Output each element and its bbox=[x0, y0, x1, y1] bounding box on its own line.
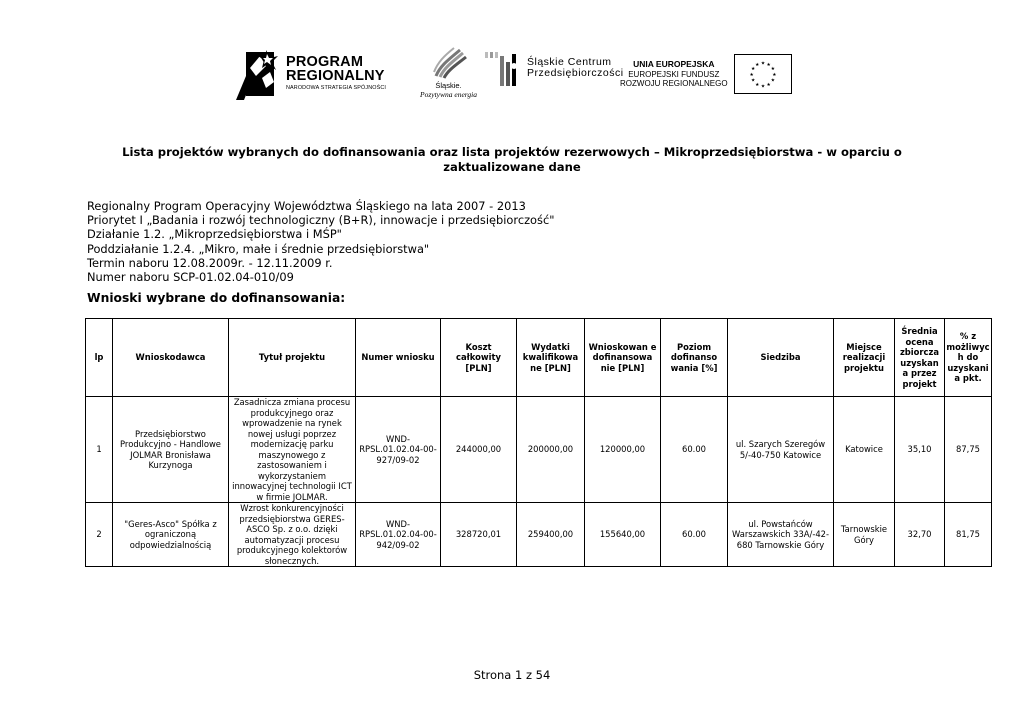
program-info bbox=[87, 199, 554, 284]
unia-europejska-line3: ROZWOJU REGIONALNEGO bbox=[620, 78, 728, 88]
cell-number: WND-RPSL.01.02.04-00-942/09-02 bbox=[356, 503, 441, 567]
cell-seat: ul. Powstańców Warszawskich 33A/-42-680 Tarnowskie Góry bbox=[728, 503, 834, 567]
eu-star-icon: ★ bbox=[760, 84, 765, 90]
cell-applicant: Przedsiębiorstwo Produkcyjno - Handlowe JOLMAR Bronisława Kurzynoga bbox=[113, 397, 229, 503]
cell-title: Wzrost konkurencyjności przedsiębiorstwa GERES-ASCO Sp. z o.o. dzięki automatyzacji procesu produkcyjnego kolektorów słonecznych. bbox=[229, 503, 356, 567]
cell-applicant: "Geres-Asco" Spółka z ograniczoną odpowiedzialnością bbox=[113, 503, 229, 567]
eu-star-icon: ★ bbox=[754, 63, 759, 69]
program-regionalny-line2: REGIONALNY bbox=[286, 68, 385, 85]
cell-level: 60.00 bbox=[661, 503, 728, 567]
table-row bbox=[86, 397, 992, 503]
cell-percent: 81,75 bbox=[945, 503, 992, 567]
col-requested: Wnioskowan e dofinansowa nie [PLN] bbox=[585, 319, 661, 397]
col-number: Numer wniosku bbox=[356, 319, 441, 397]
info-line-action: Działanie 1.2. „Mikroprzedsiębiorstwa i MŚP" bbox=[87, 227, 342, 242]
info-line-priority: Priorytet I „Badania i rozwój technologiczny (B+R), innowacje i przedsiębiorczość" bbox=[87, 213, 555, 228]
cell-title: Zasadnicza zmiana procesu produkcyjnego oraz wprowadzenie na rynek nowej usługi poprzez modernizację parku maszynowego z zastosowaniem i wykorzystaniem innowacyjnej technologii ICT w firmie JOLMAR. bbox=[229, 397, 356, 503]
slaskie-logo bbox=[420, 46, 477, 99]
col-percent: % z możliwych do uzyskania pkt. bbox=[945, 319, 992, 397]
col-seat: Siedziba bbox=[728, 319, 834, 397]
program-regionalny-emblem-icon bbox=[236, 46, 282, 100]
slaskie-centrum-line2: Przedsiębiorczości bbox=[527, 67, 624, 79]
cell-lp: 2 bbox=[86, 503, 113, 567]
info-line-call-dates: Termin naboru 12.08.2009r. - 12.11.2009 r. bbox=[87, 255, 333, 270]
info-line-program: Regionalny Program Operacyjny Województwa Śląskiego na lata 2007 - 2013 bbox=[87, 199, 526, 213]
unia-europejska-line1: UNIA EUROPEJSKA bbox=[633, 58, 715, 69]
eu-star-icon: ★ bbox=[749, 72, 754, 78]
col-eligible: Wydatki kwalifikowa ne [PLN] bbox=[517, 319, 585, 397]
page-number: Strona 1 z 54 bbox=[473, 668, 551, 682]
col-score: Średnia ocena zbiorcza uzyskan a przez projekt bbox=[895, 319, 945, 397]
cell-score: 35,10 bbox=[895, 397, 945, 503]
program-regionalny-line1: PROGRAM bbox=[286, 53, 364, 70]
col-place: Miejsce realizacji projektu bbox=[834, 319, 895, 397]
table-header-row bbox=[86, 319, 992, 397]
projects-table bbox=[85, 318, 992, 567]
logo-bar bbox=[0, 44, 1024, 104]
cell-level: 60.00 bbox=[661, 397, 728, 503]
scp-bars-icon bbox=[484, 50, 524, 86]
cell-requested: 120000,00 bbox=[585, 397, 661, 503]
cell-total-cost: 244000,00 bbox=[441, 397, 517, 503]
cell-requested: 155640,00 bbox=[585, 503, 661, 567]
table-row bbox=[86, 503, 992, 567]
eu-flag-icon bbox=[734, 54, 792, 94]
eu-star-icon: ★ bbox=[754, 82, 759, 88]
cell-lp: 1 bbox=[86, 397, 113, 503]
col-level: Poziom dofinanso wania [%] bbox=[661, 319, 728, 397]
slaskie-centrum-line1: Śląskie Centrum bbox=[527, 55, 612, 68]
cell-total-cost: 328720,01 bbox=[441, 503, 517, 567]
col-total-cost: Koszt całkowity [PLN] bbox=[441, 319, 517, 397]
slaskie-wave-icon bbox=[430, 46, 468, 80]
slaskie-centrum-logo bbox=[484, 50, 624, 86]
cell-place: Tarnowskie Góry bbox=[834, 503, 895, 567]
eu-star-icon: ★ bbox=[766, 82, 771, 88]
unia-europejska-logo bbox=[620, 54, 792, 94]
page-title: Lista projektów wybranych do dofinansowania oraz lista projektów rezerwowych – Mikroprzedsiębiorstwa - w oparciu o zaktualizowane dane bbox=[122, 145, 902, 174]
cell-percent: 87,75 bbox=[945, 397, 992, 503]
eu-star-icon: ★ bbox=[766, 63, 771, 69]
eu-star-icon: ★ bbox=[750, 78, 755, 84]
cell-eligible: 200000,00 bbox=[517, 397, 585, 503]
col-lp: lp bbox=[86, 319, 113, 397]
info-line-call-number: Numer naboru SCP-01.02.04-010/09 bbox=[87, 270, 294, 285]
unia-europejska-line2: EUROPEJSKI FUNDUSZ bbox=[628, 69, 720, 79]
cell-eligible: 259400,00 bbox=[517, 503, 585, 567]
program-regionalny-logo bbox=[236, 46, 386, 100]
eu-star-icon: ★ bbox=[770, 78, 775, 84]
col-applicant: Wnioskodawca bbox=[113, 319, 229, 397]
eu-star-icon: ★ bbox=[760, 61, 765, 67]
eu-star-icon: ★ bbox=[771, 72, 777, 78]
cell-seat: ul. Szarych Szeregów 5/-40-750 Katowice bbox=[728, 397, 834, 503]
info-line-subaction: Poddziałanie 1.2.4. „Mikro, małe i średnie przedsiębiorstwa" bbox=[87, 241, 430, 256]
slaskie-line1: Śląskie. bbox=[435, 81, 462, 90]
cell-place: Katowice bbox=[834, 397, 895, 503]
col-title: Tytuł projektu bbox=[229, 319, 356, 397]
eu-star-icon: ★ bbox=[750, 67, 755, 73]
slaskie-line2: Pozytywna energia bbox=[420, 90, 478, 99]
cell-score: 32,70 bbox=[895, 503, 945, 567]
cell-number: WND-RPSL.01.02.04-00-927/09-02 bbox=[356, 397, 441, 503]
program-regionalny-line3: NARODOWA STRATEGIA SPÓJNOŚCI bbox=[286, 84, 387, 91]
section-heading: Wnioski wybrane do dofinansowania: bbox=[87, 291, 346, 305]
eu-star-icon: ★ bbox=[770, 67, 775, 73]
